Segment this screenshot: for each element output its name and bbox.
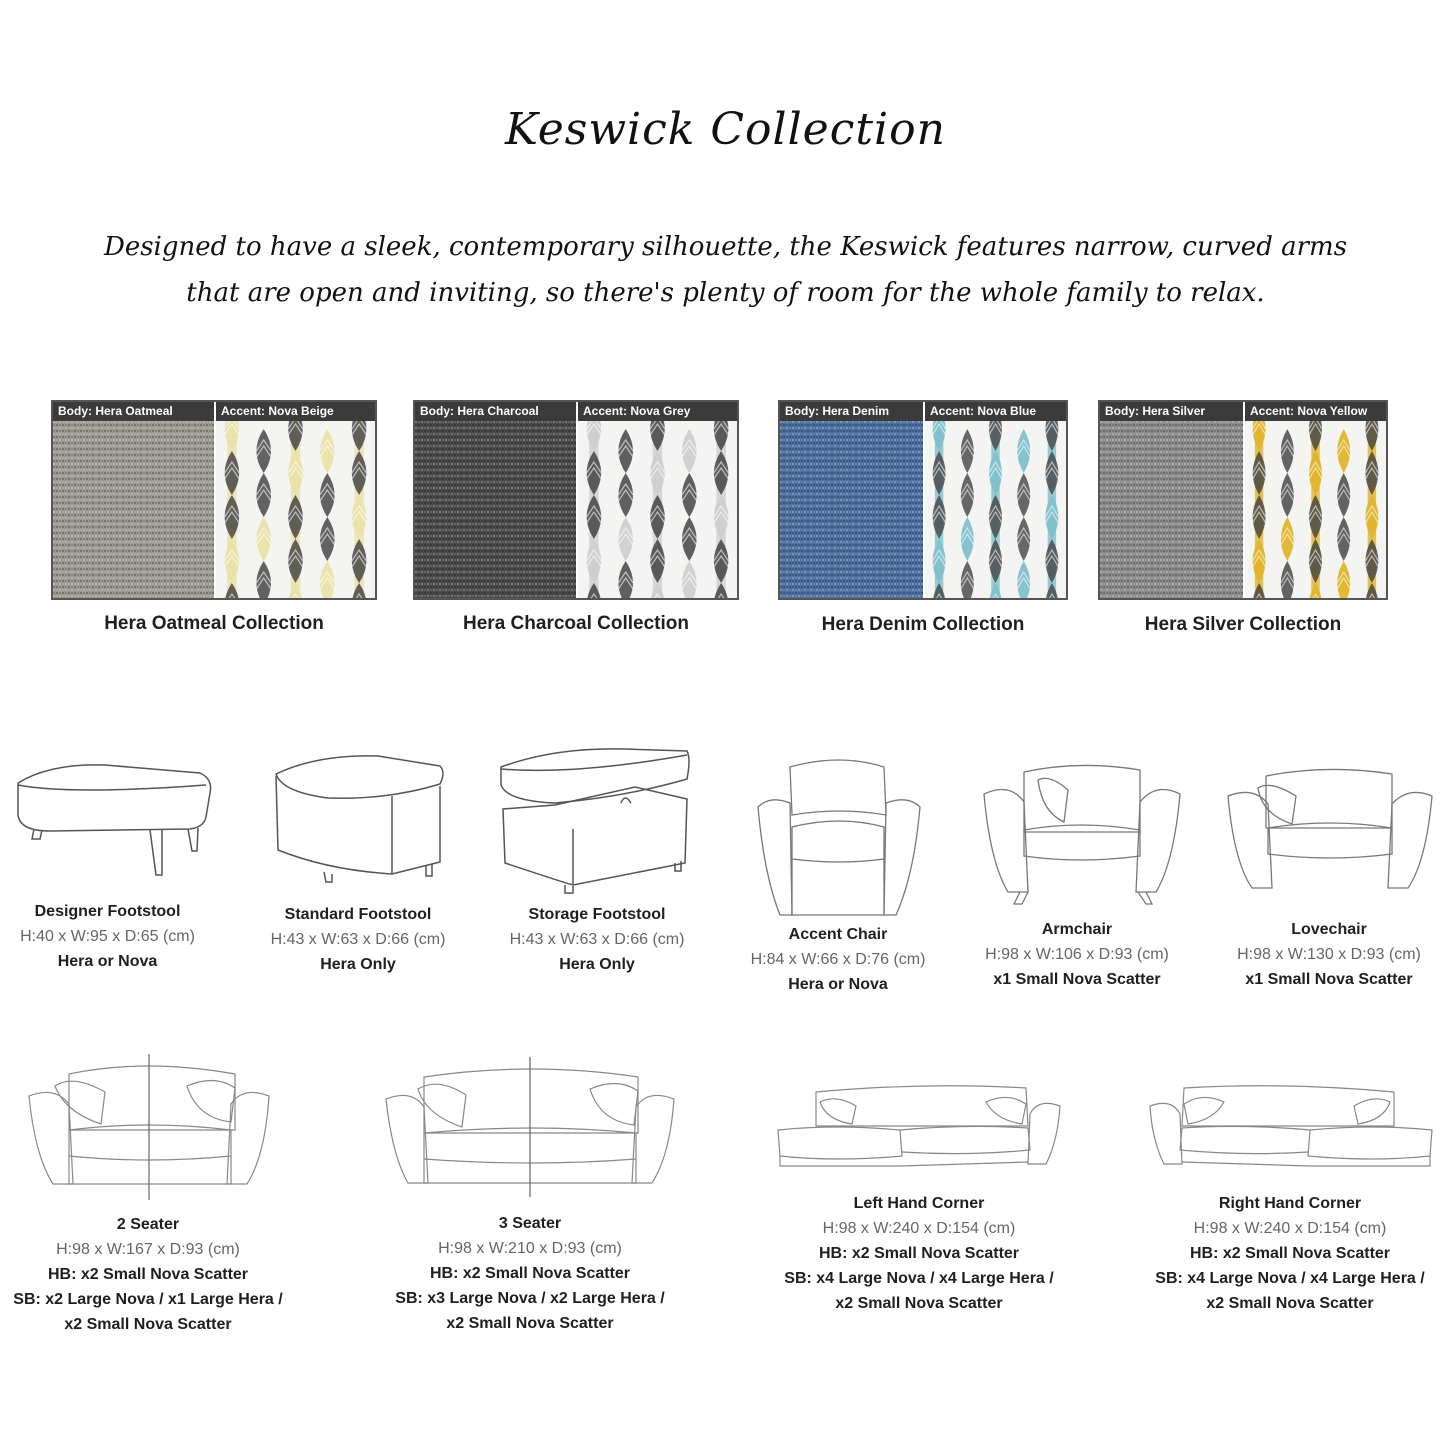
body-fabric-label: Body: Hera Oatmeal (58, 404, 173, 418)
page-title: Keswick Collection (505, 104, 946, 155)
body-fabric-texture (780, 421, 923, 598)
right-hand-corner-drawing (1146, 1080, 1434, 1175)
body-fabric-texture (415, 421, 576, 598)
product-note: x1 Small Nova Scatter (993, 971, 1161, 988)
product-name: 2 Seater (116, 1216, 180, 1233)
product-note: x2 Small Nova Scatter (64, 1316, 232, 1333)
swatch-divider (576, 402, 578, 598)
product-name: 3 Seater (498, 1215, 562, 1232)
swatch-hera-oatmeal (51, 400, 377, 600)
swatch-divider (1243, 402, 1245, 598)
product-dimensions: H:43 x W:63 x D:66 (cm) (509, 931, 685, 948)
product-name: Accent Chair (788, 926, 888, 943)
body-fabric-label: Body: Hera Denim (785, 404, 890, 418)
product-two-seater (0, 1212, 296, 1337)
swatch-hera-denim (778, 400, 1068, 600)
product-lovechair (1214, 917, 1444, 992)
body-fabric-label: Body: Hera Charcoal (420, 404, 539, 418)
accent-fabric-label: Accent: Nova Grey (583, 404, 691, 418)
product-armchair (962, 917, 1192, 992)
product-dimensions: H:98 x W:240 x D:154 (cm) (822, 1220, 1016, 1237)
accent-fabric-label: Accent: Nova Beige (221, 404, 334, 418)
swatch-divider (923, 402, 925, 598)
standard-footstool-drawing (268, 752, 448, 892)
product-note: SB: x4 Large Nova / x4 Large Hera / (784, 1270, 1054, 1287)
body-fabric-texture (53, 421, 214, 598)
product-note: HB: x2 Small Nova Scatter (818, 1245, 1020, 1262)
product-name: Lovechair (1291, 921, 1367, 938)
product-dimensions: H:84 x W:66 x D:76 (cm) (750, 951, 926, 968)
intro-text: Designed to have a sleek, contemporary silhouette, the Keswick features narrow, curved arms that are open and inviting, so there's plenty of room for the whole family to relax. (103, 232, 1348, 308)
product-note: x1 Small Nova Scatter (1245, 971, 1413, 988)
product-right-hand-corner (1140, 1191, 1440, 1316)
product-name: Armchair (1041, 921, 1113, 938)
product-note: x2 Small Nova Scatter (446, 1315, 614, 1332)
product-accent-chair (728, 922, 948, 997)
product-dimensions: H:98 x W:106 x D:93 (cm) (985, 946, 1169, 963)
accent-fabric-label: Accent: Nova Yellow (1250, 404, 1368, 418)
product-note: x2 Small Nova Scatter (1206, 1295, 1374, 1312)
product-note: x2 Small Nova Scatter (835, 1295, 1003, 1312)
product-dimensions: H:98 x W:130 x D:93 (cm) (1237, 946, 1421, 963)
product-dimensions: H:43 x W:63 x D:66 (cm) (270, 931, 446, 948)
product-name: Left Hand Corner (853, 1195, 985, 1212)
designer-footstool-drawing (10, 755, 215, 885)
collection-label-silver: Hera Silver Collection (1144, 614, 1342, 635)
product-designer-footstool (0, 899, 215, 974)
product-note: SB: x4 Large Nova / x4 Large Hera / (1155, 1270, 1425, 1287)
collection-label-charcoal: Hera Charcoal Collection (463, 613, 689, 634)
product-name: Storage Footstool (528, 906, 666, 923)
storage-footstool-drawing (495, 745, 695, 895)
product-note: SB: x3 Large Nova / x2 Large Hera / (395, 1290, 665, 1307)
product-name: Right Hand Corner (1218, 1195, 1362, 1212)
product-note: HB: x2 Small Nova Scatter (47, 1266, 249, 1283)
product-left-hand-corner (769, 1191, 1069, 1316)
swatch-hera-charcoal (413, 400, 739, 600)
product-name: Standard Footstool (284, 906, 432, 923)
swatch-hera-silver (1098, 400, 1388, 600)
collection-label-denim: Hera Denim Collection (821, 614, 1025, 635)
product-note: Hera Only (320, 956, 396, 973)
body-fabric-label: Body: Hera Silver (1105, 404, 1206, 418)
product-dimensions: H:98 x W:240 x D:154 (cm) (1193, 1220, 1387, 1237)
accent-chair-drawing (750, 755, 930, 925)
swatch-divider (214, 402, 216, 598)
product-note: HB: x2 Small Nova Scatter (429, 1265, 631, 1282)
product-name: Designer Footstool (34, 903, 181, 920)
lovechair-drawing (1226, 766, 1436, 896)
collection-label-oatmeal: Hera Oatmeal Collection (104, 613, 324, 634)
two-seater-drawing (25, 1052, 273, 1202)
product-note: Hera or Nova (57, 953, 158, 970)
product-dimensions: H:98 x W:210 x D:93 (cm) (438, 1240, 622, 1257)
product-three-seater (382, 1211, 678, 1336)
product-note: Hera or Nova (788, 976, 888, 993)
product-dimensions: H:98 x W:167 x D:93 (cm) (56, 1241, 240, 1258)
body-fabric-texture (1100, 421, 1243, 598)
product-note: SB: x2 Large Nova / x1 Large Hera / (13, 1291, 283, 1308)
product-dimensions: H:40 x W:95 x D:65 (cm) (20, 928, 195, 945)
product-storage-footstool (487, 902, 707, 977)
product-note: Hera Only (559, 956, 635, 973)
left-hand-corner-drawing (776, 1080, 1064, 1175)
accent-fabric-label: Accent: Nova Blue (930, 404, 1037, 418)
three-seater-drawing (382, 1055, 678, 1200)
product-standard-footstool (248, 902, 468, 977)
armchair-drawing (980, 762, 1185, 912)
product-note: HB: x2 Small Nova Scatter (1189, 1245, 1391, 1262)
